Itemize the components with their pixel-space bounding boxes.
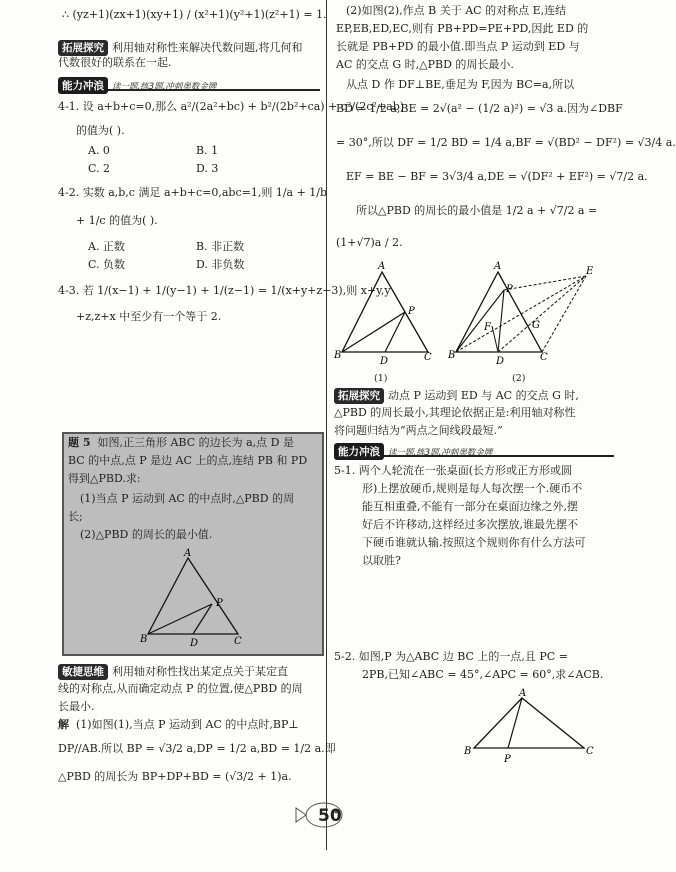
label-c: C [586,746,594,757]
figure-2 [446,260,596,380]
solution-2-line-7: = 30°,所以 DF = 1/2 BD = 1/4 a,BF = √(BD² − DF²) = √3/4 a. [336,136,676,149]
label-d: D [496,356,505,367]
label-b: B [140,634,148,645]
therefore-equation: ∴ (yz+1)(zx+1)(xy+1) / (x²+1)(y²+1)(z²+1) = 1. [62,8,327,21]
question-4-3: 4-3. 若 1/(x−1) + 1/(y−1) + 1/(z−1) = 1/(x+y+z−3),则 x+y,y [58,284,391,297]
solution-2-line-8: EF = BE − BF = 3√3/4 a,DE = √(DF² + EF²) = √7/2 a. [346,170,648,183]
option-b: B. 1 [196,144,219,157]
question-4-1-cont: 的值为( ). [76,124,125,137]
problem-5-figure [140,548,260,648]
question-4-3-cont: +z,z+x 中至少有一个等于 2. [76,310,222,323]
option-b: B. 非正数 [196,240,245,253]
solution-2-line-9: 所以△PBD 的周长的最小值是 1/2 a + √7/2 a = [356,204,598,217]
solution-text: (1)如图(1),当点 P 运动到 AC 的中点时,BP⊥ [76,718,299,731]
label-d: D [380,356,389,367]
tuozhan-text: 动点 P 运动到 ED 与 AC 的交点 G 时, [388,389,579,402]
solution-2-line-10: (1+√7)a / 2. [336,236,403,249]
label-a: A [184,548,192,559]
option-a: A. 0 [88,144,110,157]
tuozhan-tag: 拓展探究 [334,388,384,404]
question-5-1-l3: 能互相重叠,不能有一部分在桌面边缘之外,摆 [362,500,578,513]
question-4-2-cont: + 1/c 的值为( ). [76,214,158,227]
minjie-tag: 敏捷思维 [58,664,108,680]
label-b: B [448,350,456,361]
solution-2-line-2: EP,EB,ED,EC,则有 PB+PD=PE+PD,因此 ED 的 [336,22,589,35]
solution-label: 解 [58,718,69,731]
question-4-1: 4-1. 设 a+b+c=0,那么 a²/(2a²+bc) + b²/(2b²+ca) + c²/(2c²+ab) [58,100,405,113]
label-c: C [234,636,242,647]
figure-1 [332,260,442,380]
question-5-1-l2: 形)上摆放硬币,规则是每人每次摆一个.硬币不 [362,482,583,495]
tuozhan-text-2: 代数很好的联系在一起. [58,56,172,69]
minjie-text-2: 线的对称点,从而确定动点 P 的位置,使△PBD 的周 [58,682,303,695]
solution-2-line-1: (2)如图(2),作点 B 关于 AC 的对称点 E,连结 [346,4,567,17]
nengli-subtitle: 读一题,练3题,冲刺奥数金牌 [112,82,217,92]
solution-2-line-6: BD = 1/2 a,BE = 2√(a² − (1/2 a)²) = √3 a.因为∠DBF [336,102,623,115]
problem-5-q1-cont: 长; [68,510,83,523]
solution-2-line-4: AC 的交点 G 时,△PBD 的周长最小. [336,58,514,71]
column-divider [326,0,327,850]
question-5-1-l4: 好后不许移动,这样经过多次摆放,谁最先摆不 [362,518,578,531]
label-e: E [586,266,594,277]
question-5-1-l5: 下硬币谁就认输.按照这个规则你有什么方法可 [362,536,586,549]
label-a: A [378,261,386,272]
tuozhan-note-2 [334,388,579,404]
option-c: C. 2 [88,162,111,175]
solution-2-line-3: 长就是 PB+PD 的最小值.即当点 P 运动到 ED 与 [336,40,580,53]
tuozhan-2-text-3: 将问题归结为“两点之间线段最短.” [334,424,503,437]
problem-5-text-2: BC 的中点,点 P 是边 AC 上的点,连结 PB 和 PD [68,454,308,467]
problem-5-q1: (1)当点 P 运动到 AC 的中点时,△PBD 的周 [80,492,295,505]
problem-5-text-3: 得到△PBD.求: [68,472,141,485]
option-c: C. 负数 [88,258,126,271]
tuozhan-tag: 拓展探究 [58,40,108,56]
problem-5-q2: (2)△PBD 的周长的最小值. [80,528,213,541]
question-5-2-figure [462,690,602,770]
label-g: G [532,320,540,331]
label-p: P [216,598,223,609]
nengli-tag: 能力冲浪 [58,77,108,94]
label-c: C [424,352,432,363]
problem-5-title [68,436,294,450]
label-a: A [519,688,527,699]
nengli-tag: 能力冲浪 [334,443,384,460]
option-d: D. 3 [196,162,219,175]
tuozhan-2-text-2: △PBD 的周长最小,其理论依据正是:利用轴对称性 [334,406,576,419]
label-a: A [494,261,502,272]
label-p: P [506,284,513,295]
option-a: A. 正数 [88,240,125,253]
figure-1-caption: (1) [374,373,388,384]
problem-5-text: 如图,正三角形 ABC 的边长为 a,点 D 是 [97,436,294,449]
label-b: B [334,350,342,361]
solution-2-line-5: 从点 D 作 DF⊥BE,垂足为 F,因为 BC=a,所以 [346,78,575,91]
label-d: D [190,638,199,649]
figure-2-caption: (2) [512,373,526,384]
problem-5-label: 题 5 [68,436,91,449]
label-f: F [484,322,491,333]
solution-line-3: △PBD 的周长为 BP+DP+BD = (√3/2 + 1)a. [58,770,292,783]
page-number: 50 [318,806,342,826]
label-b: B [464,746,472,757]
label-p: P [504,754,511,765]
minjie-note [58,664,288,680]
tuozhan-text: 利用轴对称性来解决代数问题,将几何和 [112,41,303,54]
label-p: P [408,306,415,317]
minjie-text: 利用轴对称性找出某定点关于某定直 [112,665,288,678]
solution-line-1 [58,718,299,732]
question-4-2: 4-2. 实数 a,b,c 满足 a+b+c=0,abc=1,则 1/a + 1/b [58,186,328,199]
question-5-1-l6: 以取胜? [362,554,401,567]
nengli-header-1 [58,74,320,91]
tuozhan-note-1 [58,40,303,56]
question-5-1: 5-1. 两个人轮流在一张桌面(长方形或正方形或圆 [334,464,572,477]
solution-line-2: DP//AB.所以 BP = √3/2 a,DP = 1/2 a,BD = 1/2 a.即 [58,742,336,755]
question-5-2-l2: 2PB,已知∠ABC = 45°,∠APC = 60°,求∠ACB. [362,668,604,681]
question-5-2: 5-2. 如图,P 为△ABC 边 BC 上的一点,且 PC = [334,650,568,663]
minjie-text-3: 长最小. [58,700,95,713]
label-c: C [540,352,548,363]
nengli-subtitle: 读一题,练3题,冲刺奥数金牌 [388,448,493,458]
option-d: D. 非负数 [196,258,245,271]
nengli-header-2 [334,440,614,457]
